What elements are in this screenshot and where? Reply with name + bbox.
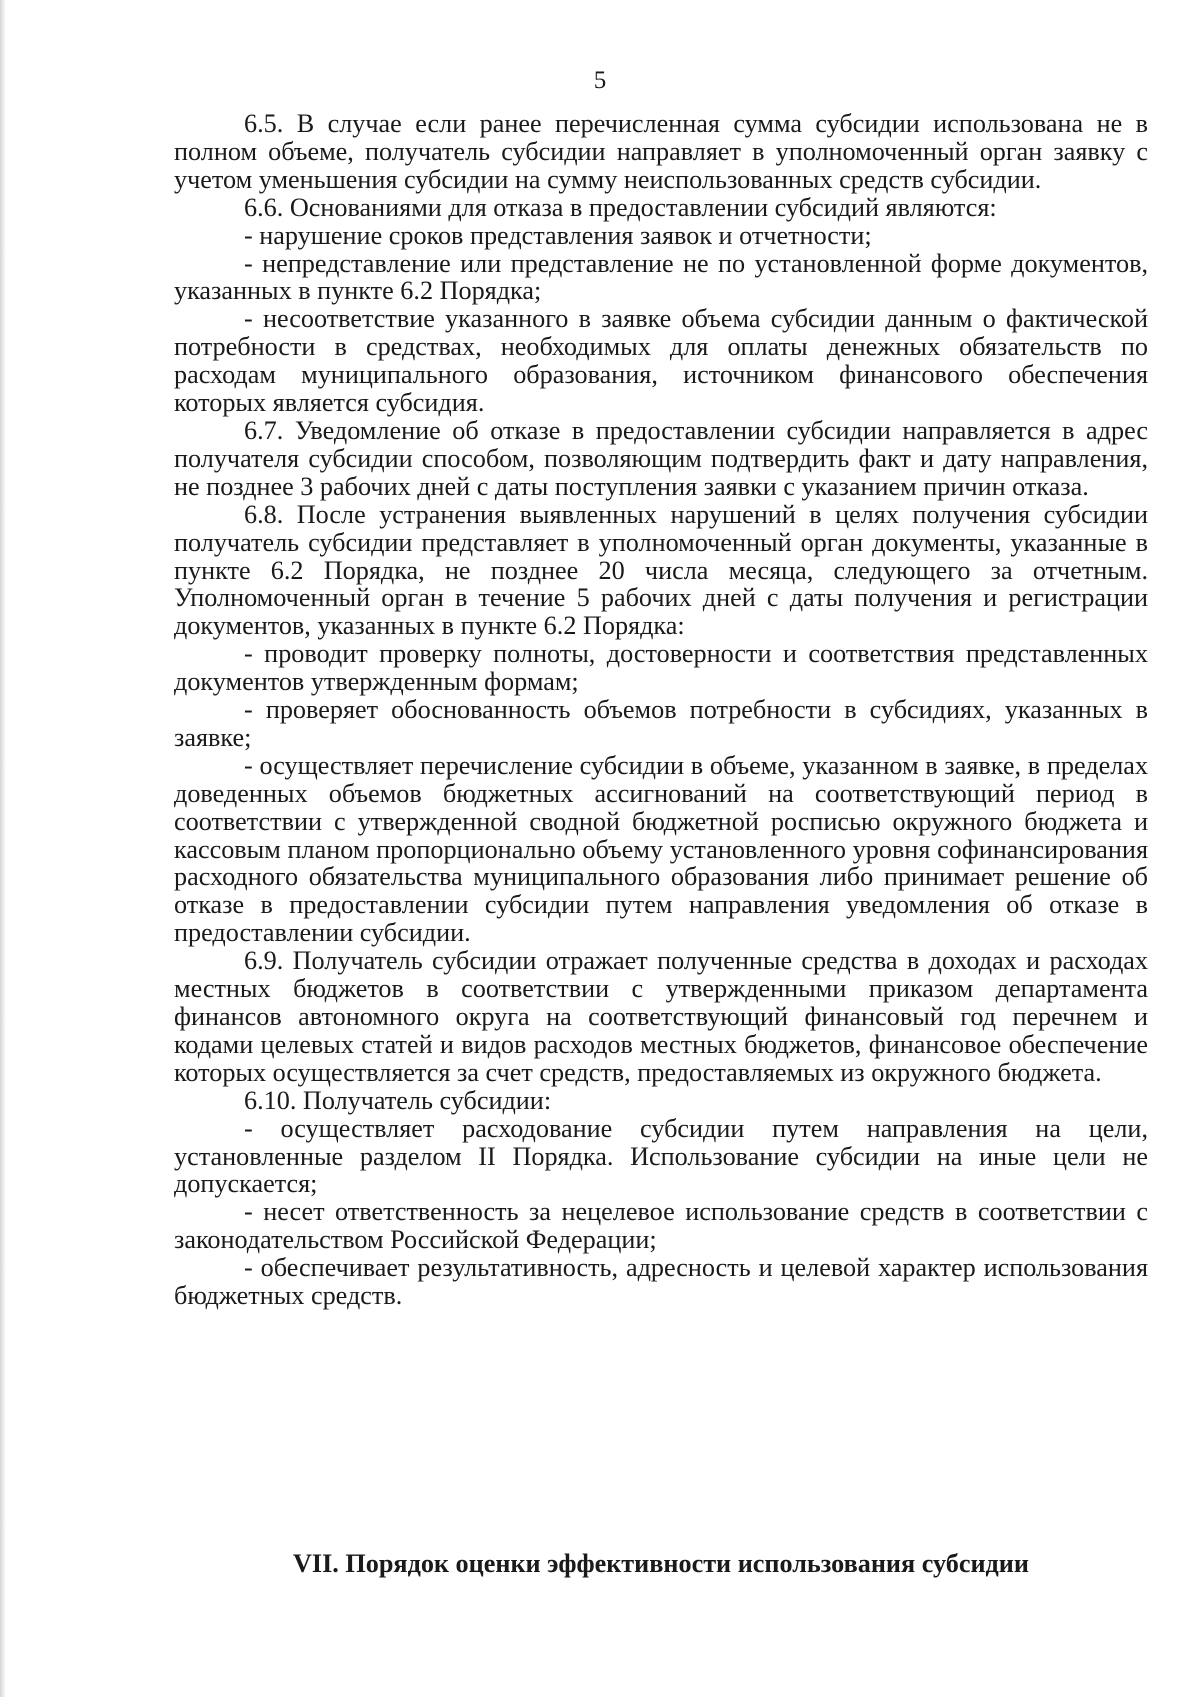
paragraph-6-9: 6.9. Получатель субсидии отражает полученные средства в доходах и расходах местных бюджетов в соответствии с утвержденными приказом департамента финансов автономного округа на соответствующий финансовый год перечнем и кодами целевых статей и видов расходов местных бюджетов, финансовое обеспечение которых осуществляется за счет средств, предоставляемых из окружного бюджета.: [174, 946, 1148, 1087]
section-heading: VII. Порядок оценки эффективности использования субсидии: [293, 1549, 1029, 1578]
document-body: [174, 110, 1148, 1310]
list-item: - проводит проверку полноты, достоверности и соответствия представленных документов утвержденным формам;: [174, 639, 1148, 697]
list-item: - осуществляет расходование субсидии путем направления на цели, установленные разделом II Порядка. Использование субсидии на иные цели не допускается;: [174, 1113, 1148, 1199]
list-item: - несоответствие указанного в заявке объема субсидии данным о фактической потребности в средствах, необходимых для оплаты денежных обязательств по расходам муниципального образования, источником финансового обеспечения которых является субсидия.: [174, 304, 1148, 418]
scan-edge-shadow: [0, 0, 6, 1697]
list-item: - непредставление или представление не по установленной форме документов, указанных в пункте 6.2 Порядка;: [174, 248, 1148, 306]
paragraph-6-5: 6.5. В случае если ранее перечисленная сумма субсидии использована не в полном объеме, получатель субсидии направляет в уполномоченный орган заявку с учетом уменьшения субсидии на сумму неиспользованных средств субсидии.: [174, 109, 1148, 194]
list-item: - обеспечивает результативность, адресность и целевой характер использования бюджетных средств.: [174, 1253, 1148, 1311]
page-number: 5: [593, 67, 607, 94]
list-item: - нарушение сроков представления заявок и отчетности;: [244, 220, 872, 250]
paragraph-6-8: 6.8. После устранения выявленных нарушений в целях получения субсидии получатель субсидии представляет в уполномоченный орган документы, указанные в пункте 6.2 Порядка, не позднее 20 числа месяца, следующего за отчетным. Уполномоченный орган в течение 5 рабочих дней с даты получения и регистрации документов, указанных в пункте 6.2 Порядка:: [174, 499, 1148, 641]
list-item: - осуществляет перечисление субсидии в объеме, указанном в заявке, в пределах доведенных объемов бюджетных ассигнований на соответствующий период в соответствии с утвержденной сводной бюджетной росписью окружного бюджета и кассовым планом пропорционально объему установленного уровня софинансирования расходного обязательства муниципального образования либо принимает решение об отказе в предоставлении субсидии путем направления уведомления об отказе в предоставлении субсидии.: [174, 750, 1148, 948]
paragraph-6-7: 6.7. Уведомление об отказе в предоставлении субсидии направляется в адрес получателя субсидии способом, позволяющим подтвердить факт и дату направления, не позднее 3 рабочих дней с даты поступления заявки с указанием причин отказа.: [174, 415, 1148, 501]
paragraph-6-6: 6.6. Основаниями для отказа в предоставлении субсидий являются:: [244, 192, 997, 222]
list-item: - проверяет обоснованность объемов потребности в субсидиях, указанных в заявке;: [174, 695, 1148, 752]
list-item: - несет ответственность за нецелевое использование средств в соответствии с законодательством Российской Федерации;: [174, 1197, 1148, 1255]
paragraph-6-10: 6.10. Получатель субсидии:: [244, 1085, 552, 1115]
